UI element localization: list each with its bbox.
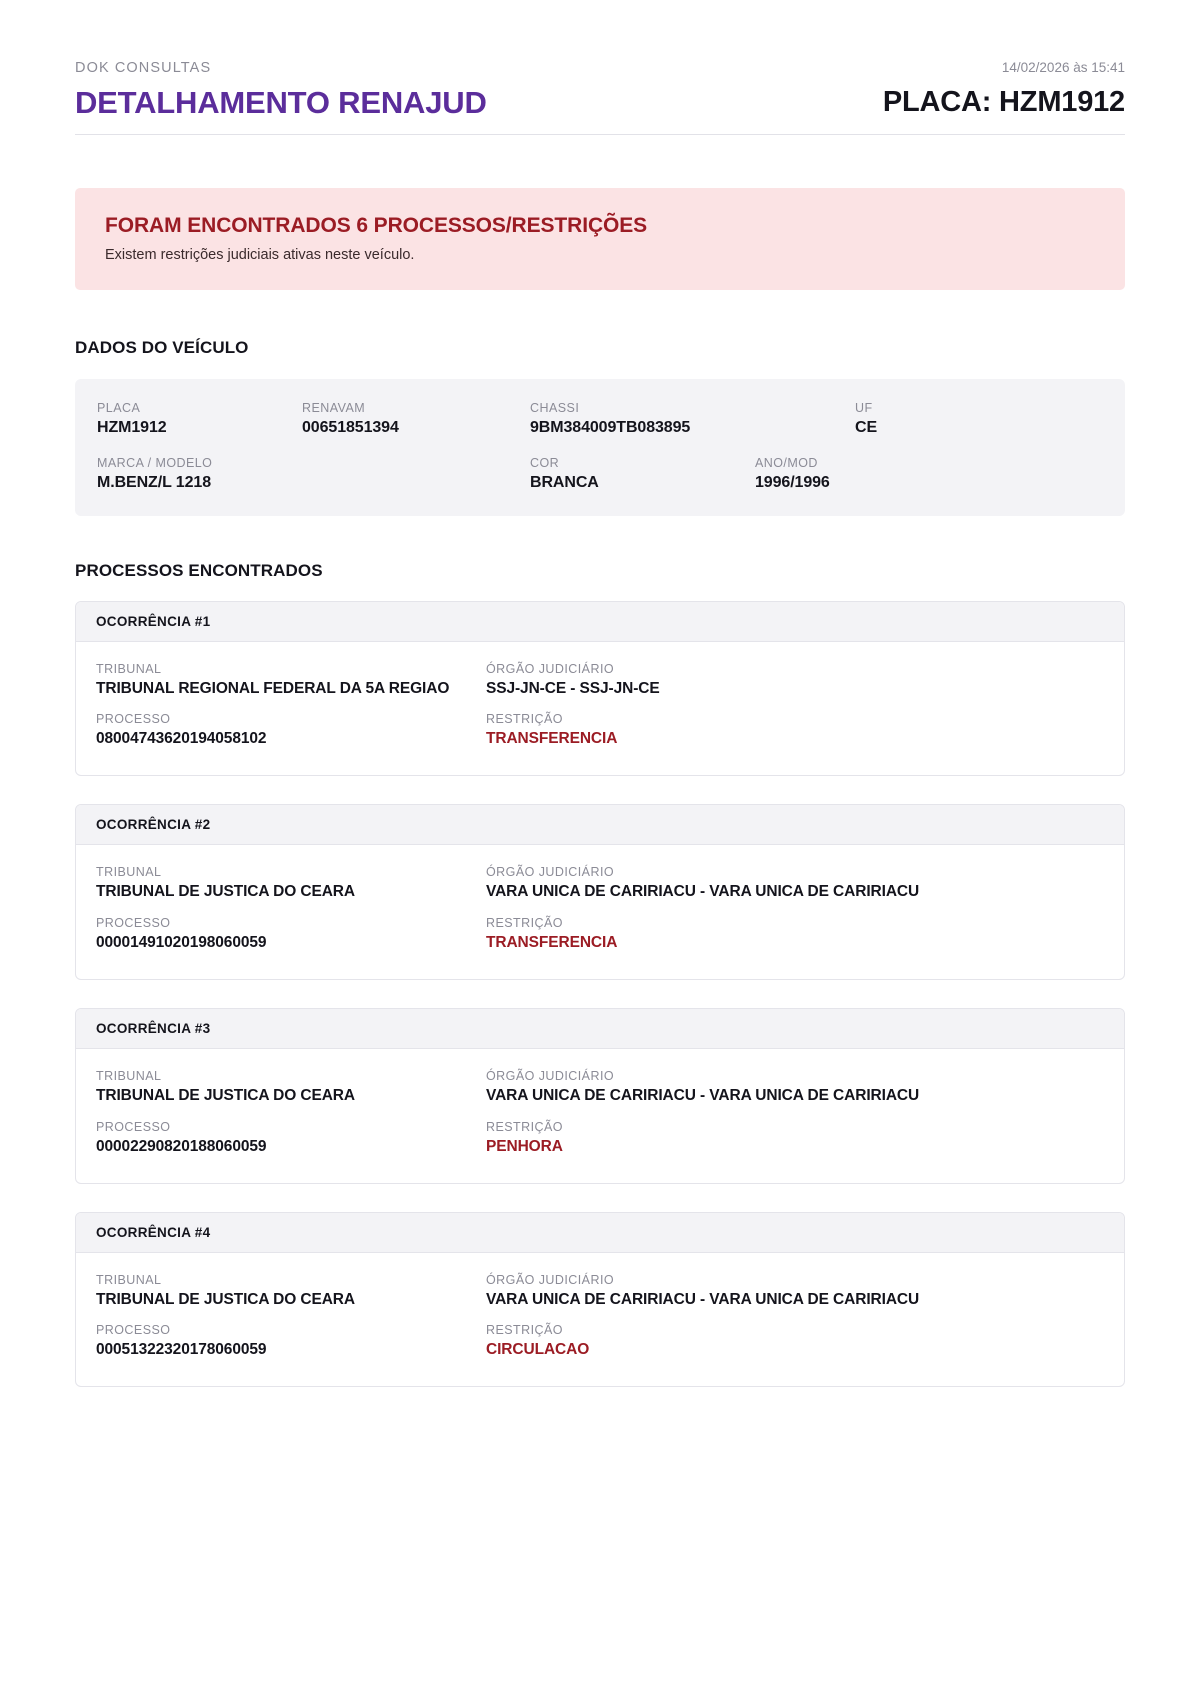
occurrence-row-bottom <box>96 1323 1104 1360</box>
occurrence-field-tribunal <box>96 865 486 902</box>
occurrence-row-bottom <box>96 916 1104 953</box>
orgao-value: VARA UNICA DE CARIRIACU - VARA UNICA DE CARIRIACU <box>486 1086 920 1104</box>
chassi-value: 9BM384009TB083895 <box>530 418 691 436</box>
occurrence-row-top <box>96 1273 1104 1310</box>
restricao-label: RESTRIÇÃO <box>486 916 563 931</box>
occurrence-row-bottom <box>96 1120 1104 1157</box>
occurrence-body <box>76 1253 1124 1387</box>
processo-label: PROCESSO <box>96 916 171 931</box>
tribunal-label: TRIBUNAL <box>96 865 162 880</box>
occurrence-field-restricao <box>486 1120 1104 1157</box>
restricao-value: CIRCULACAO <box>486 1341 590 1359</box>
processo-label: PROCESSO <box>96 1119 171 1134</box>
tribunal-label: TRIBUNAL <box>96 1068 162 1083</box>
page-title: DETALHAMENTO RENAJUD <box>75 85 487 120</box>
alert-subtitle: Existem restrições judiciais ativas neste veículo. <box>105 246 415 263</box>
occurrence-field-orgao <box>486 662 1104 699</box>
occurrence-field-processo <box>96 712 486 749</box>
occurrence-heading: OCORRÊNCIA #2 <box>76 805 1124 845</box>
tribunal-value: TRIBUNAL REGIONAL FEDERAL DA 5A REGIAO <box>96 679 450 697</box>
orgao-value: SSJ-JN-CE - SSJ-JN-CE <box>486 679 660 697</box>
vehicle-field-cor <box>530 456 755 492</box>
document-header <box>75 60 1125 135</box>
occurrence-heading: OCORRÊNCIA #3 <box>76 1009 1124 1049</box>
renavam-label: RENAVAM <box>302 400 366 415</box>
processes-section-title: PROCESSOS ENCONTRADOS <box>75 560 323 580</box>
orgao-label: ÓRGÃO JUDICIÁRIO <box>486 865 615 880</box>
processo-value: 00002290820188060059 <box>96 1137 267 1155</box>
restricao-label: RESTRIÇÃO <box>486 1323 563 1338</box>
chassi-label: CHASSI <box>530 400 580 415</box>
vehicle-field-placa <box>97 401 302 437</box>
vehicle-row-2 <box>97 456 1103 492</box>
placa-value: HZM1912 <box>97 418 167 436</box>
plate-title: PLACA: HZM1912 <box>882 86 1125 118</box>
placa-label: PLACA <box>97 400 141 415</box>
occurrence-field-orgao <box>486 1273 1104 1310</box>
occurrence-body <box>76 642 1124 776</box>
orgao-label: ÓRGÃO JUDICIÁRIO <box>486 661 615 676</box>
header-right-group <box>883 60 1125 117</box>
vehicle-data-card <box>75 379 1125 516</box>
tribunal-value: TRIBUNAL DE JUSTICA DO CEARA <box>96 1086 355 1104</box>
occurrence-card-2 <box>75 804 1125 980</box>
occurrence-field-processo <box>96 1323 486 1360</box>
processo-label: PROCESSO <box>96 712 171 727</box>
occurrence-field-processo <box>96 916 486 953</box>
restricao-label: RESTRIÇÃO <box>486 1119 563 1134</box>
vehicle-row-1 <box>97 401 1103 437</box>
header-left-group <box>75 60 487 120</box>
occurrence-body <box>76 845 1124 979</box>
occurrence-row-top <box>96 1069 1104 1106</box>
occurrence-field-tribunal <box>96 1069 486 1106</box>
orgao-value: VARA UNICA DE CARIRIACU - VARA UNICA DE CARIRIACU <box>486 883 920 901</box>
occurrence-field-tribunal <box>96 1273 486 1310</box>
orgao-label: ÓRGÃO JUDICIÁRIO <box>486 1068 615 1083</box>
renavam-value: 00651851394 <box>302 418 399 436</box>
occurrence-card-4 <box>75 1212 1125 1388</box>
occurrence-row-top <box>96 865 1104 902</box>
vehicle-field-ano-mod <box>755 456 955 492</box>
tribunal-label: TRIBUNAL <box>96 661 162 676</box>
marca-label: MARCA / MODELO <box>97 455 213 470</box>
occurrence-row-top <box>96 662 1104 699</box>
ano-label: ANO/MOD <box>755 455 818 470</box>
occurrences-list <box>75 601 1125 1388</box>
restricao-value: TRANSFERENCIA <box>486 934 618 952</box>
cor-value: BRANCA <box>530 473 599 491</box>
vehicle-field-marca-modelo <box>97 456 530 492</box>
occurrence-field-restricao <box>486 712 1104 749</box>
brand-label: DOK CONSULTAS <box>75 60 212 76</box>
processo-value: 08004743620194058102 <box>96 730 267 748</box>
vehicle-field-uf <box>855 401 975 437</box>
occurrence-field-restricao <box>486 916 1104 953</box>
orgao-value: VARA UNICA DE CARIRIACU - VARA UNICA DE CARIRIACU <box>486 1290 920 1308</box>
occurrence-heading: OCORRÊNCIA #1 <box>76 602 1124 642</box>
cor-label: COR <box>530 455 560 470</box>
vehicle-field-renavam <box>302 401 530 437</box>
occurrence-field-processo <box>96 1120 486 1157</box>
occurrence-field-tribunal <box>96 662 486 699</box>
occurrence-row-bottom <box>96 712 1104 749</box>
occurrence-card-1 <box>75 601 1125 777</box>
tribunal-value: TRIBUNAL DE JUSTICA DO CEARA <box>96 883 355 901</box>
marca-value: M.BENZ/L 1218 <box>97 473 211 491</box>
processo-label: PROCESSO <box>96 1323 171 1338</box>
uf-label: UF <box>855 400 873 415</box>
uf-value: CE <box>855 418 878 436</box>
restricao-value: PENHORA <box>486 1137 563 1155</box>
occurrence-field-orgao <box>486 1069 1104 1106</box>
alert-title: FORAM ENCONTRADOS 6 PROCESSOS/RESTRIÇÕES <box>105 213 648 237</box>
tribunal-label: TRIBUNAL <box>96 1272 162 1287</box>
processo-value: 00001491020198060059 <box>96 934 267 952</box>
orgao-label: ÓRGÃO JUDICIÁRIO <box>486 1272 615 1287</box>
restricao-value: TRANSFERENCIA <box>486 730 618 748</box>
processo-value: 00051322320178060059 <box>96 1341 267 1359</box>
occurrence-heading: OCORRÊNCIA #4 <box>76 1213 1124 1253</box>
occurrence-card-3 <box>75 1008 1125 1184</box>
tribunal-value: TRIBUNAL DE JUSTICA DO CEARA <box>96 1290 355 1308</box>
report-timestamp: 14/02/2026 às 15:41 <box>1001 60 1125 75</box>
vehicle-field-chassi <box>530 401 855 437</box>
occurrence-field-restricao <box>486 1323 1104 1360</box>
vehicle-section-title: DADOS DO VEÍCULO <box>75 337 249 357</box>
restrictions-alert-banner <box>75 188 1125 290</box>
occurrence-field-orgao <box>486 865 1104 902</box>
occurrence-body <box>76 1049 1124 1183</box>
restricao-label: RESTRIÇÃO <box>486 712 563 727</box>
ano-value: 1996/1996 <box>755 473 830 491</box>
